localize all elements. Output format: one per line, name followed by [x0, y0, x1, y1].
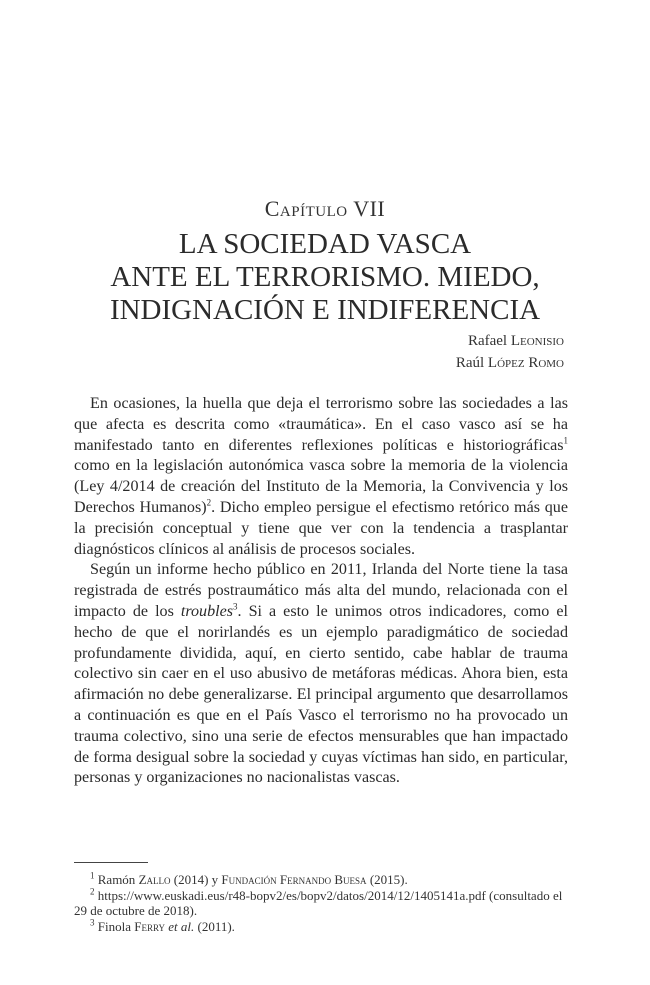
footnote-3-author: Ferry — [134, 918, 165, 934]
paragraph-2-part-a: Según un informe hecho público en 2011, Irlanda del Norte tiene la tasa registrada de estrés postraumático más alta del mundo, relacionada con el impacto de los — [74, 561, 568, 620]
paragraph-1-part-a: En ocasiones, la huella que deja el terrorismo sobre las sociedades a las que afecta es descrita como «traumática». En el caso vasco así se ha manifestado tanto en diferentes reflexiones políticas e historiográficas — [74, 395, 568, 454]
chapter-title-line-2: ANTE EL TERRORISMO. MIEDO, — [110, 261, 540, 293]
footnote-2-number: 2 — [90, 886, 95, 897]
chapter-title — [70, 228, 580, 327]
footnote-ref-3: 3 — [233, 601, 238, 612]
footnote-ref-2: 2 — [206, 497, 212, 508]
authors — [456, 330, 564, 374]
footnote-1 — [74, 872, 568, 888]
chapter-title-line-3: INDIGNACIÓN E INDIFERENCIA — [109, 294, 541, 326]
author-2-last-name: López Romo — [487, 355, 564, 371]
footnote-1-organization: Fundación Fernando Buesa — [221, 872, 367, 887]
footnote-2-url[interactable]: https://www.euskadi.eus/r48-bopv2/es/bopv2/datos/2014/12/1405141a.pdf — [97, 887, 486, 903]
paragraph-2 — [74, 560, 568, 789]
footnote-1-author: Zallo — [138, 872, 171, 887]
footnote-3-text-a: Finola — [97, 918, 135, 934]
author-1-last-name: Leonisio — [510, 333, 564, 349]
author-2-first-name: Raúl — [455, 355, 485, 371]
author-1-first-name: Rafael — [467, 333, 508, 349]
footnote-2-text: (consultado el 29 de octubre de 2018). — [74, 887, 563, 918]
author-1 — [456, 330, 564, 352]
footnote-divider — [74, 862, 148, 863]
chapter-number: VII — [353, 196, 386, 221]
footnote-3-number: 3 — [90, 917, 95, 928]
footnote-3-text-c: (2011). — [194, 918, 235, 934]
paragraph-2-italic-term: troubles — [180, 602, 234, 620]
paragraph-2-part-b: . Si a esto le unimos otros indicadores, como el hecho de que el norirlandés es un ejemplo paradigmático de sociedad profundamente dividida, aquí, en cierto sentido, cabe hablar de trauma colectivo sin caer en el uso abusivo de metáforas médicas. Ahora bien, esta afirmación no debe generalizarse. El principal argumento que desarrollamos a continuación es que en el País Vasco el terrorismo no ha provocado un trauma colectivo, sino una serie de efectos mensurables que han impactado de forma desigual sobre la sociedad y cuyas víctimas han sido, en particular, personas y organizaciones no nacionalistas vascas. — [74, 602, 568, 787]
paragraph-1-part-c: . Dicho empleo persigue el efectismo retórico más que la precisión conceptual y tiene que ver con la tendencia a trasplantar diagnósticos clínicos al análisis de procesos sociales. — [74, 498, 569, 558]
paragraph-1 — [74, 394, 568, 560]
footnotes — [74, 872, 568, 934]
footnote-ref-1: 1 — [563, 435, 568, 446]
footnote-3 — [74, 919, 568, 935]
footnote-1-number: 1 — [90, 870, 95, 881]
footnote-1-text-b: (2014) y — [170, 872, 222, 887]
body-text — [74, 394, 568, 789]
author-2 — [456, 352, 564, 374]
footnote-1-text-a: Ramón — [97, 872, 139, 887]
paragraph-1-part-b: como en la legislación autonómica vasca sobre la memoria de la violencia (Ley 4/2014 de creación del Instituto de la Memoria, la Convivencia y los Derechos Humanos) — [74, 457, 568, 516]
chapter-prefix: Capítulo — [264, 196, 348, 221]
chapter-title-line-1: LA SOCIEDAD VASCA — [178, 228, 472, 260]
footnote-2 — [74, 888, 568, 919]
footnote-1-text-c: (2015). — [366, 872, 408, 887]
chapter-label — [0, 196, 650, 222]
footnote-3-italic: et al. — [168, 918, 195, 934]
